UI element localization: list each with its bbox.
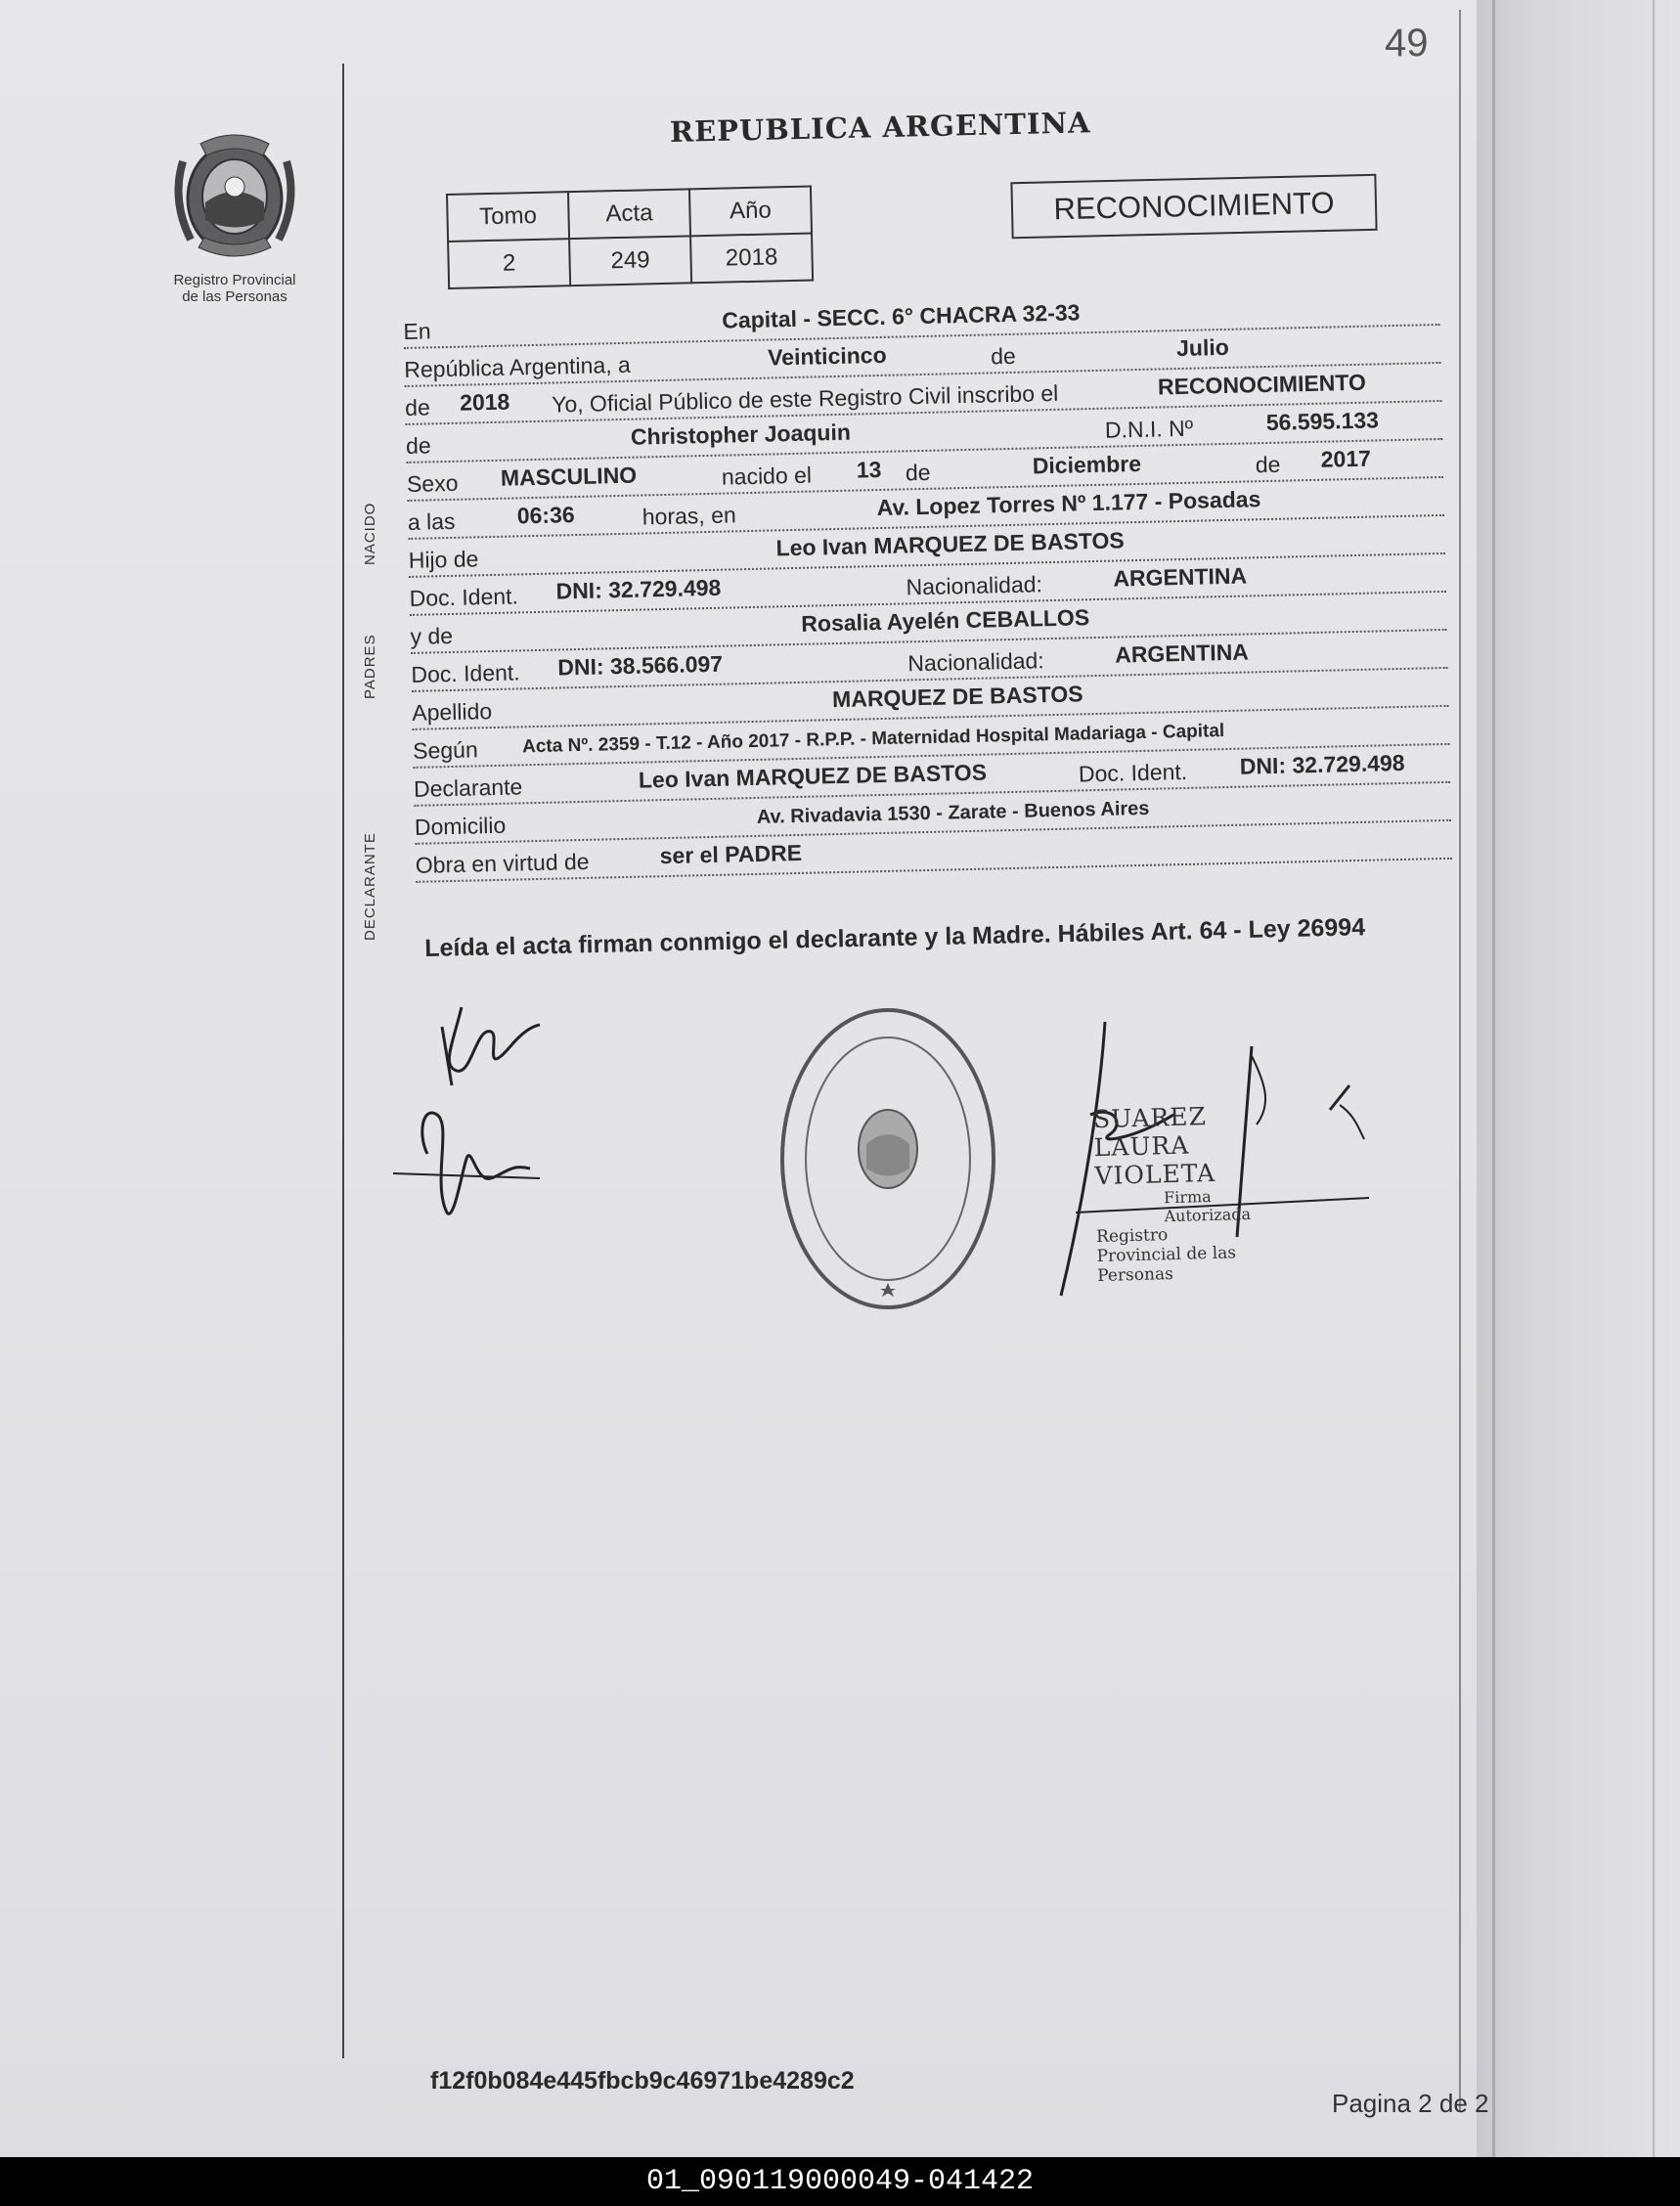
value-nombre: Christopher Joaquin — [630, 419, 852, 450]
label-hijo-de: Hijo de — [408, 546, 479, 573]
value-declarante-doc: DNI: 32.729.498 — [1239, 749, 1405, 779]
value-dni: 56.595.133 — [1265, 407, 1380, 435]
value-padre: Leo Ivan MARQUEZ DE BASTOS — [775, 527, 1125, 561]
label-obra: Obra en virtud de — [415, 848, 590, 878]
value-anio-nac: 2017 — [1320, 445, 1372, 472]
document-hash: f12f0b084e445fbcb9c46971be4289c2 — [430, 2067, 855, 2095]
label-y-de: y de — [410, 622, 454, 649]
page-edge — [1477, 0, 1680, 2157]
right-border-line — [1459, 10, 1461, 2112]
value-domicilio: Av. Rivadavia 1530 - Zarate - Buenos Aires — [756, 797, 1150, 828]
label-horas: horas, en — [641, 502, 737, 530]
file-id-bar — [0, 2157, 1680, 2206]
value-lugar-nac: Av. Lopez Torres Nº 1.177 - Posadas — [876, 486, 1261, 521]
table-value-anio: 2018 — [690, 234, 813, 284]
table-header-tomo: Tomo — [447, 192, 569, 242]
value-tipo: RECONOCIMIENTO — [1157, 369, 1367, 400]
label-sexo: Sexo — [406, 469, 459, 497]
label-nacido: nacido el — [721, 462, 813, 490]
value-madre-nac: ARGENTINA — [1114, 639, 1250, 668]
label-republica: República Argentina, a — [404, 351, 632, 382]
act-form — [403, 287, 1452, 883]
table-value-tomo: 2 — [448, 239, 570, 288]
label-a-las: a las — [407, 507, 456, 535]
value-hora: 06:36 — [516, 502, 575, 529]
value-anio: 2018 — [459, 388, 510, 416]
label-doc-ident-declarante: Doc. Ident. — [1078, 758, 1188, 787]
margin-line — [342, 64, 344, 2058]
value-dia: Veinticinco — [767, 341, 887, 371]
table-header-acta: Acta — [568, 189, 690, 239]
value-declarante: Leo Ivan MARQUEZ DE BASTOS — [638, 759, 988, 793]
label-de-mes: de — [905, 459, 931, 486]
label-dni: D.N.I. Nº — [1104, 415, 1194, 443]
value-padre-nac: ARGENTINA — [1113, 562, 1248, 592]
act-type-box: RECONOCIMIENTO — [1010, 174, 1377, 239]
table-header-anio: Año — [689, 187, 812, 237]
table-value-acta: 249 — [569, 236, 691, 286]
label-declarante: Declarante — [413, 773, 523, 802]
file-id: 01_090119000049-041422 — [645, 2165, 1035, 2198]
value-segun: Acta Nº. 2359 - T.12 - Año 2017 - R.P.P. - Maternidad Hospital Madariaga - Capital — [521, 721, 1225, 758]
round-official-seal-icon — [771, 997, 1005, 1320]
value-padre-doc: DNI: 32.729.498 — [555, 574, 722, 604]
legal-statement: Leída el acta firman conmigo el declarante y la Madre. Hábiles Art. 64 - Ley 26994 — [424, 913, 1366, 962]
value-madre-doc: DNI: 38.566.097 — [557, 650, 724, 681]
label-domicilio: Domicilio — [414, 812, 507, 840]
label-de-nombre: de — [405, 432, 432, 459]
value-lugar: Capital - SECC. 6° CHACRA 32-33 — [722, 299, 1081, 333]
label-doc-ident-padre: Doc. Ident. — [409, 583, 519, 611]
label-doc-ident-madre: Doc. Ident. — [411, 659, 520, 687]
stamp-role: Firma Autorizada — [1163, 1186, 1252, 1226]
stamp-office: Registro Provincial de las Personas — [1095, 1225, 1237, 1287]
label-yo: Yo, Oficial Público de este Registro Civil inscribo el — [551, 379, 1059, 418]
record-table — [446, 186, 814, 289]
side-label-declarante: DECLARANTE — [362, 832, 378, 941]
value-obra: ser el PADRE — [659, 839, 803, 869]
label-nacionalidad-madre: Nacionalidad: — [907, 647, 1044, 677]
side-label-padres: PADRES — [362, 634, 378, 699]
logo-caption: Registro Provincial de las Personas — [173, 272, 296, 305]
page-number: 49 — [1385, 22, 1429, 65]
label-apellido: Apellido — [412, 698, 493, 726]
label-de-anio-nac: de — [1255, 451, 1281, 478]
value-mes-nac: Diciembre — [1032, 450, 1142, 479]
label-de: de — [990, 342, 1017, 370]
coat-of-arms-logo-icon — [161, 122, 308, 269]
value-apellido: MARQUEZ DE BASTOS — [831, 681, 1083, 713]
value-sexo: MASCULINO — [500, 462, 638, 491]
value-mes: Julio — [1175, 333, 1230, 362]
label-de-anio: de — [404, 394, 431, 420]
value-madre: Rosalia Ayelén CEBALLOS — [801, 604, 1090, 637]
label-en: En — [403, 318, 431, 344]
label-nacionalidad-padre: Nacionalidad: — [906, 571, 1043, 600]
handwritten-signatures-icon — [383, 988, 618, 1232]
page-indicator: Pagina 2 de 2 — [1332, 2089, 1489, 2118]
value-dia-nac: 13 — [856, 456, 882, 483]
stamp-name: SUAREZ LAURA VIOLETA — [1092, 1102, 1216, 1191]
document-title: REPUBLICA ARGENTINA — [669, 106, 1091, 149]
label-segun: Según — [412, 736, 479, 764]
side-label-nacido: NACIDO — [362, 502, 378, 565]
